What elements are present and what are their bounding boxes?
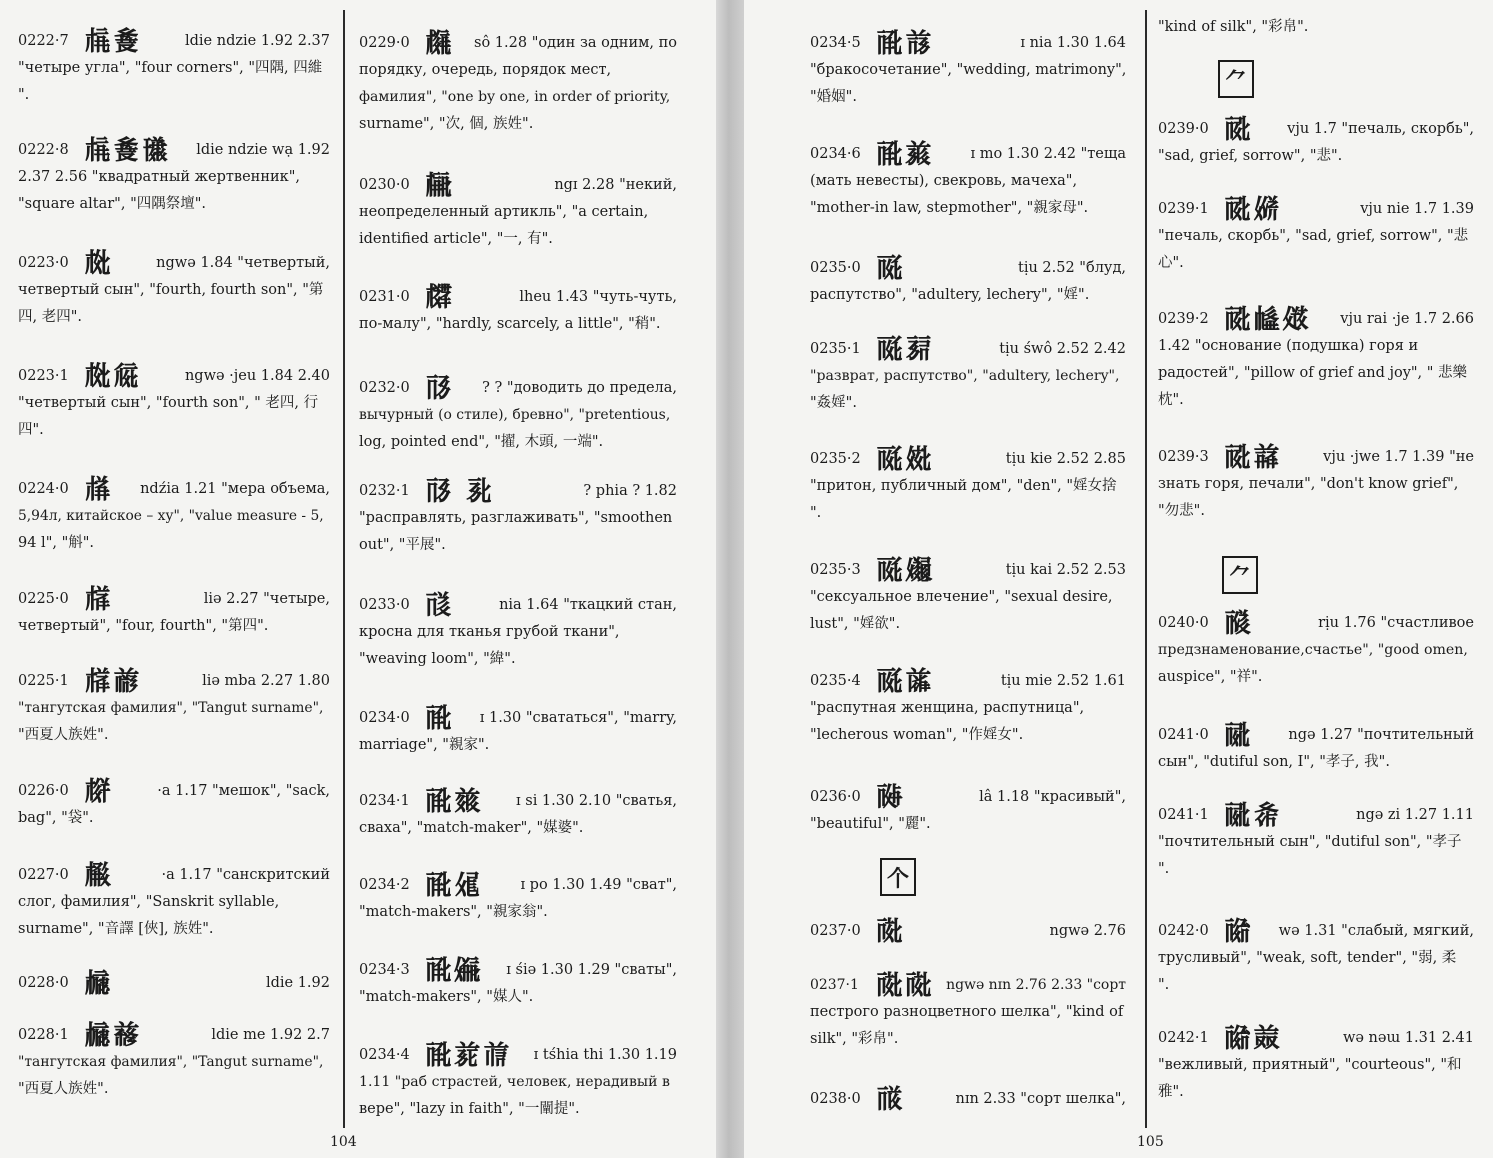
tangut-glyph: 𗍷 — [425, 703, 454, 734]
entry-definition-line: "西夏人族姓". — [18, 1081, 109, 1097]
tangut-glyph: 𗍾 — [1224, 720, 1253, 751]
entry-headline — [18, 28, 330, 55]
tangut-glyph: 𗍸 — [876, 253, 905, 284]
entry-headline — [359, 284, 677, 311]
entry-headline — [359, 172, 677, 199]
entry-headline — [18, 1022, 330, 1049]
entry-definition-line: 心". — [1158, 255, 1184, 271]
tangut-glyph: 𗍷𗏗 — [425, 870, 483, 901]
entry-definition-line: surname", "音譯 [俠], 族姓". — [18, 921, 214, 937]
entry-number: 0230·0 — [359, 177, 410, 193]
dictionary-entry — [18, 862, 330, 943]
entry-reading: liə mba 2.27 1.80 — [202, 673, 330, 689]
entry-definition-line: 枕". — [1158, 392, 1184, 408]
entry-definition-line: 2.37 2.56 "квадратный жертвенник", — [18, 169, 300, 185]
entry-number: 0228·1 — [18, 1027, 69, 1043]
entry-definition-line: по-малу", "hardly, scarcely, a little", "稍". — [359, 316, 661, 332]
dictionary-entry — [359, 172, 677, 253]
tangut-glyph: 𗍬𗏁 — [84, 361, 142, 392]
tangut-glyph: 𗍷𗒁 — [425, 786, 483, 817]
tangut-glyph: 𗍵 𗎘 — [425, 476, 495, 507]
entry-definition-line: auspice", "祥". — [1158, 669, 1263, 685]
entry-number: 0235·0 — [810, 260, 861, 276]
entry-definition-line: "четвертый сын", "fourth son", " 老四, 行 — [18, 395, 319, 411]
entry-definition-line: "mother-in law, stepmother", "親家母". — [810, 200, 1089, 216]
page-number-right: 105 — [1137, 1134, 1164, 1150]
dictionary-entry — [810, 972, 1126, 1053]
entry-headline — [18, 862, 330, 889]
entry-definition-line: out", "平展". — [359, 537, 446, 553]
entry-definition-line: "match-makers", "媒人". — [359, 989, 534, 1005]
dictionary-entry — [810, 918, 1126, 945]
entry-definition-line: радостей", "pillow of grief and joy", " 悲樂 — [1158, 365, 1468, 381]
entry-reading: ldie 1.92 — [265, 975, 330, 991]
tangut-glyph: 𗍼 — [1224, 114, 1253, 145]
entry-number: 0234·4 — [359, 1047, 410, 1063]
dictionary-entry — [18, 137, 330, 218]
tangut-glyph: 𗍽 — [1224, 608, 1253, 639]
entry-definition-line: "weaving loom", "緯". — [359, 651, 516, 667]
entry-definition-line: 94 l", "斛". — [18, 535, 95, 551]
entry-reading: tịu 2.52 "блуд, — [1018, 260, 1126, 276]
entry-reading: ɪ si 1.30 2.10 "сватья, — [516, 793, 677, 809]
entry-headline — [1158, 722, 1474, 749]
entry-reading: tịu kai 2.52 2.53 — [1005, 562, 1126, 578]
entry-headline — [810, 336, 1126, 363]
entry-reading: nɪn 2.33 "сорт шелка", — [955, 1091, 1126, 1107]
entry-number: 0235·4 — [810, 673, 861, 689]
dictionary-entry — [18, 363, 330, 444]
tangut-glyph: 𗍯 — [84, 776, 113, 807]
entry-headline — [1158, 918, 1474, 945]
tangut-glyph: 𗍰 — [84, 860, 113, 891]
dictionary-entry — [18, 778, 330, 832]
entry-reading: rịu 1.76 "счастливое — [1318, 615, 1474, 631]
entry-number: 0231·0 — [359, 289, 410, 305]
entry-reading: liə 2.27 "четыре, — [203, 591, 330, 607]
entry-number: 0237·0 — [810, 923, 861, 939]
tangut-glyph: 𗍭 — [84, 474, 113, 505]
tangut-glyph: 𗍲 — [425, 28, 454, 59]
tangut-glyph: 𗍮 — [84, 584, 113, 615]
dictionary-entry — [810, 255, 1126, 309]
entry-definition-line: знать горя, печали", "don't know grief", — [1158, 476, 1459, 492]
dictionary-entry — [18, 250, 330, 331]
entry-definition-line: четвертый сын", "fourth, fourth son", "第 — [18, 282, 324, 298]
entry-definition-line: surname", "次, 個, 族姓". — [359, 116, 534, 132]
dictionary-entry — [1158, 1025, 1474, 1106]
entry-reading: tịu kie 2.52 2.85 — [1005, 451, 1126, 467]
entry-number: 0235·3 — [810, 562, 861, 578]
dictionary-entry — [18, 586, 330, 640]
column-divider — [1145, 10, 1147, 1128]
dictionary-entry — [1158, 610, 1474, 691]
entry-definition-line: "婚姻". — [810, 89, 857, 105]
entry-definition-line: ". — [810, 505, 822, 521]
tangut-glyph: 𗍫𗐓𗍢 — [84, 135, 171, 166]
entry-reading: ? phia ? 1.82 — [583, 483, 677, 499]
entry-number: 0222·8 — [18, 142, 69, 158]
tangut-glyph: 𗍮𗑗 — [84, 666, 142, 697]
tangut-glyph: 𗍱 — [84, 968, 113, 999]
entry-reading: vju ·jwe 1.7 1.39 "не — [1323, 449, 1474, 465]
entry-definition-line: 5,94л, китайское – ху", "value measure - 5, — [18, 508, 324, 524]
entry-number: 0236·0 — [810, 789, 861, 805]
entry-reading: ɪ tśhia thi 1.30 1.19 — [533, 1047, 677, 1063]
entry-number: 0238·0 — [810, 1091, 861, 1107]
entry-reading: ldie me 1.92 2.7 — [211, 1027, 330, 1043]
right-page — [744, 0, 1493, 1158]
entry-number: 0232·1 — [359, 483, 410, 499]
entry-reading: ? ? "доводить до предела, — [482, 380, 677, 396]
dictionary-entry — [359, 478, 677, 559]
entry-reading: ldie ndzie 1.92 2.37 — [184, 33, 330, 49]
entry-definition-line: 雅". — [1158, 1084, 1184, 1100]
entry-definition-line: "вежливый, приятный", "courteous", "和 — [1158, 1057, 1462, 1073]
page-number-left: 104 — [330, 1134, 357, 1150]
entry-headline — [18, 586, 330, 613]
entry-reading: vju 1.7 "печаль, скорбь", — [1287, 121, 1474, 137]
entry-headline — [810, 255, 1126, 282]
entry-number: 0234·3 — [359, 962, 410, 978]
entry-headline — [359, 788, 677, 815]
entry-headline — [810, 1086, 1126, 1113]
entry-reading: ldie ndzie wạ 1.92 — [196, 142, 330, 158]
entry-number: 0239·3 — [1158, 449, 1209, 465]
entry-reading: ·a 1.17 "санскритский — [161, 867, 330, 883]
entry-definition-line: "beautiful", "麗". — [810, 816, 931, 832]
entry-number: 0241·0 — [1158, 727, 1209, 743]
entry-reading: ngwə 1.84 "четвертый, — [156, 255, 330, 271]
entry-definition-line: "печаль, скорбь", "sad, grief, sorrow", "悲 — [1158, 228, 1469, 244]
tangut-glyph: 𗍷𗐱𗑈 — [425, 1040, 512, 1071]
dictionary-entry — [1158, 918, 1474, 999]
entry-headline — [810, 972, 1126, 999]
dictionary-entry — [810, 336, 1126, 417]
tangut-glyph: 𗍾𗐋 — [1224, 800, 1282, 831]
entry-definition-line: "расправлять, разглаживать", "smoothen — [359, 510, 673, 526]
dictionary-entry — [810, 30, 1126, 111]
entry-definition-line: "sad, grief, sorrow", "悲". — [1158, 148, 1343, 164]
left-page — [0, 0, 716, 1158]
tangut-glyph: 𗍷𗐭 — [876, 28, 934, 59]
entry-number: 0240·0 — [1158, 615, 1209, 631]
entry-headline — [359, 30, 677, 57]
entry-definition-line: сваха", "match-maker", "媒婆". — [359, 820, 584, 836]
entry-definition-line: ". — [18, 87, 30, 103]
entry-reading: ɪ po 1.30 1.49 "сват", — [520, 877, 677, 893]
tangut-glyph: 𗍿 — [1224, 916, 1253, 947]
entry-definition-line: "kind of silk", "彩帛". — [1158, 19, 1309, 35]
dictionary-entry — [359, 375, 677, 456]
entry-definition-line: lust", "婬欲". — [810, 616, 901, 632]
entry-reading: sô 1.28 "один за одним, по — [474, 35, 677, 51]
entry-headline — [1158, 1025, 1474, 1052]
entry-definition-line: 1.11 "раб страстей, человек, нерадивый в — [359, 1074, 670, 1090]
book-gutter — [716, 0, 744, 1158]
entry-reading: tịu śwô 2.52 2.42 — [999, 341, 1126, 357]
entry-number: 0234·2 — [359, 877, 410, 893]
dictionary-entry — [810, 446, 1126, 527]
entry-headline — [810, 918, 1126, 945]
entry-headline — [1158, 306, 1474, 333]
entry-number: 0239·0 — [1158, 121, 1209, 137]
entry-reading: lheu 1.43 "чуть-чуть, — [519, 289, 677, 305]
entry-definition-line: неопределенный артикль", "a certain, — [359, 204, 649, 220]
dictionary-entry — [359, 957, 677, 1011]
entry-reading: vju rai ·je 1.7 2.66 — [1340, 311, 1474, 327]
dictionary-entry — [359, 1042, 677, 1123]
entry-reading: ngwə ·jeu 1.84 2.40 — [184, 368, 330, 384]
entry-definition-line: "姦婬". — [810, 395, 857, 411]
dictionary-entry — [1158, 14, 1474, 41]
column-divider — [343, 10, 345, 1128]
dictionary-entry — [1158, 444, 1474, 525]
dictionary-entry — [359, 872, 677, 926]
entry-definition-line: вычурный (о стиле), бревно", "pretentious, — [359, 407, 671, 423]
entry-definition-line: marriage", "親家". — [359, 737, 490, 753]
dictionary-entry — [18, 28, 330, 109]
entry-number: 0237·1 — [810, 977, 859, 993]
dictionary-entry — [810, 1086, 1126, 1113]
entry-definition-line: "разврат, распутство", "adultery, lechery", — [810, 368, 1120, 384]
entry-definition-line: "сексуальное влечение", "sexual desire, — [810, 589, 1113, 605]
entry-reading: ngə zi 1.27 1.11 — [1356, 807, 1474, 823]
entry-headline — [1158, 444, 1474, 471]
entry-definition-line: 四". — [18, 422, 44, 438]
entry-number: 0234·1 — [359, 793, 410, 809]
entry-headline — [1158, 610, 1474, 637]
entry-headline — [359, 872, 677, 899]
entry-number: 0235·1 — [810, 341, 861, 357]
entry-reading: ngə 1.27 "почтительный — [1288, 727, 1474, 743]
entry-headline — [359, 478, 677, 505]
entry-headline — [1158, 196, 1474, 223]
tangut-glyph: 𗍼𗏓 — [1224, 194, 1282, 225]
tangut-glyph: 𗍻 — [876, 1084, 905, 1115]
entry-reading: lâ 1.18 "красивый", — [979, 789, 1126, 805]
entry-definition-line: "почтительный сын", "dutiful son", "孝子 — [1158, 834, 1462, 850]
left-column-1 — [18, 0, 330, 1158]
tangut-glyph: 𗍷𗏼 — [425, 955, 483, 986]
entry-definition-line: кросна для тканья грубой ткани", — [359, 624, 620, 640]
tangut-glyph: 𗍫𗐓 — [84, 26, 142, 57]
entry-definition-line: вере", "lazy in faith", "一闡提". — [359, 1101, 580, 1117]
dictionary-entry — [359, 284, 677, 338]
dictionary-entry — [1158, 802, 1474, 883]
entry-definition-line: пестрого разноцветного шелка", "kind of — [810, 1004, 1124, 1020]
tangut-glyph: 𗍱𗒘 — [84, 1020, 142, 1051]
entry-headline — [18, 970, 330, 997]
tangut-glyph: 𗍸𗎛 — [876, 334, 934, 365]
tangut-glyph: 𗍴 — [425, 282, 454, 313]
entry-reading: tịu mie 2.52 1.61 — [1000, 673, 1126, 689]
entry-definition-line: сын", "dutiful son, I", "孝子, 我". — [1158, 754, 1390, 770]
entry-number: 0241·1 — [1158, 807, 1209, 823]
right-column-1 — [810, 0, 1126, 1158]
entry-definition-line: "распутная женщина, распутница", — [810, 700, 1085, 716]
entry-headline — [359, 375, 677, 402]
entry-reading: ndźia 1.21 "мера объема, — [140, 481, 330, 497]
entry-definition-line: трусливый", "weak, soft, tender", "弱, 柔 — [1158, 950, 1457, 966]
entry-reading: ɪ śiə 1.30 1.29 "сваты", — [506, 962, 677, 978]
dictionary-entry — [18, 970, 330, 997]
entry-number: 0234·6 — [810, 146, 861, 162]
entry-headline — [810, 446, 1126, 473]
entry-headline — [810, 557, 1126, 584]
entry-headline — [1158, 116, 1474, 143]
entry-reading: vju nie 1.7 1.39 — [1360, 201, 1474, 217]
entry-definition-line: identified article", "一, 有". — [359, 231, 553, 247]
dictionary-entry — [1158, 722, 1474, 776]
entry-headline — [359, 592, 677, 619]
dictionary-entry — [359, 705, 677, 759]
right-column-2 — [1158, 0, 1474, 1158]
dictionary-entry — [1158, 116, 1474, 170]
entry-number: 0226·0 — [18, 783, 69, 799]
dictionary-entry — [1158, 196, 1474, 277]
tangut-glyph: 𗍼𗎺𗐉 — [1224, 304, 1311, 335]
tangut-glyph: 𗍸𗏕 — [876, 444, 934, 475]
entry-definition-line: "lecherous woman", "作婬女". — [810, 727, 1024, 743]
entry-definition-line: log, pointed end", "擢, 木頭, 一端". — [359, 434, 604, 450]
entry-reading: ngwə 2.76 — [1049, 923, 1126, 939]
entry-number: 0239·2 — [1158, 311, 1209, 327]
dictionary-entry — [359, 592, 677, 673]
entry-headline — [18, 137, 330, 164]
entry-definition-line: распутство", "adultery, lechery", "婬". — [810, 287, 1090, 303]
entry-headline — [18, 778, 330, 805]
entry-definition-line: ". — [1158, 861, 1170, 877]
entry-definition-line: "тангутская фамилия", "Tangut surname", — [18, 700, 324, 716]
entry-reading: ɪ nia 1.30 1.64 — [1020, 35, 1126, 51]
entry-number: 0229·0 — [359, 35, 410, 51]
entry-definition-line: silk", "彩帛". — [810, 1031, 899, 1047]
entry-reading: ngwə nɪn 2.76 2.33 "сорт — [946, 977, 1126, 993]
entry-number: 0242·1 — [1158, 1030, 1209, 1046]
entry-number: 0223·1 — [18, 368, 69, 384]
dictionary-entry — [18, 668, 330, 749]
tangut-glyph: 𗍷𗑏 — [876, 139, 934, 170]
dictionary-entry — [359, 30, 677, 138]
tangut-glyph: 𗍿𗑔 — [1224, 1023, 1282, 1054]
tangut-glyph: 𗍺 — [876, 916, 905, 947]
entry-reading: ɪ mo 1.30 2.42 "теща — [970, 146, 1126, 162]
entry-definition-line: "тангутская фамилия", "Tangut surname", — [18, 1054, 324, 1070]
entry-headline — [18, 668, 330, 695]
entry-number: 0234·0 — [359, 710, 410, 726]
dictionary-entry — [359, 788, 677, 842]
entry-reading: ·a 1.17 "мешок", "sack, — [157, 783, 330, 799]
entry-definition-line: "勿悲". — [1158, 503, 1205, 519]
entry-definition-line: 四, 老四". — [18, 309, 82, 325]
entry-headline — [810, 30, 1126, 57]
entry-headline — [359, 705, 677, 732]
entry-headline — [810, 784, 1126, 811]
entry-headline — [359, 1042, 677, 1069]
tangut-glyph: 𗍸𗑚 — [876, 666, 934, 697]
entry-definition-line: bag", "袋". — [18, 810, 94, 826]
dictionary-entry — [1158, 306, 1474, 414]
entry-number: 0224·0 — [18, 481, 69, 497]
tangut-glyph: 𗍸𗐁 — [876, 555, 934, 586]
entry-number: 0233·0 — [359, 597, 410, 613]
entry-number: 0234·5 — [810, 35, 861, 51]
entry-headline — [810, 668, 1126, 695]
dictionary-entry — [810, 141, 1126, 222]
entry-definition-line: "притон, публичный дом", "den", "婬女捨 — [810, 478, 1117, 494]
entry-headline — [18, 250, 330, 277]
entry-definition-line: "match-makers", "親家翁". — [359, 904, 548, 920]
tangut-glyph: 𗍳 — [425, 170, 454, 201]
entry-reading: ɪ 1.30 "свататься", "marry, — [479, 710, 677, 726]
entry-definition-line: слог, фамилия", "Sanskrit syllable, — [18, 894, 280, 910]
entry-number: 0228·0 — [18, 975, 69, 991]
entry-definition-line: порядку, очередь, порядок мест, — [359, 62, 612, 78]
entry-number: 0225·1 — [18, 673, 69, 689]
dictionary-entry — [810, 557, 1126, 638]
entry-headline — [18, 363, 330, 390]
entry-reading: ngɪ 2.28 "некий, — [554, 177, 677, 193]
tangut-glyph: 𗍼𗑯 — [1224, 442, 1282, 473]
radical-box-2: ⺈ — [1222, 556, 1258, 594]
dictionary-entry — [810, 668, 1126, 749]
entry-headline — [359, 957, 677, 984]
entry-definition-line: "square altar", "四隅祭壇". — [18, 196, 207, 212]
tangut-glyph: 𗍺𗍺 — [876, 970, 934, 1001]
entry-definition-line: ". — [1158, 977, 1170, 993]
entry-number: 0242·0 — [1158, 923, 1209, 939]
entry-number: 0222·7 — [18, 33, 69, 49]
entry-number: 0232·0 — [359, 380, 410, 396]
dictionary-entry — [18, 1022, 330, 1103]
entry-definition-line: "четыре угла", "four corners", "四隅, 四維 — [18, 60, 323, 76]
entry-definition-line: четвертый", "four, fourth", "第四". — [18, 618, 269, 634]
entry-headline — [18, 476, 330, 503]
entry-definition-line: фамилия", "one by one, in order of priority, — [359, 89, 671, 105]
dictionary-entry — [18, 476, 330, 557]
radical-box-1: ⺈ — [1218, 60, 1254, 98]
entry-definition-line: "бракосочетание", "wedding, matrimony", — [810, 62, 1127, 78]
tangut-glyph: 𗍬 — [84, 248, 113, 279]
radical-box-3: 个 — [880, 858, 916, 896]
dictionary-entry — [810, 784, 1126, 838]
entry-number: 0225·0 — [18, 591, 69, 607]
left-column-2 — [359, 0, 677, 1158]
entry-number: 0227·0 — [18, 867, 69, 883]
entry-headline — [810, 141, 1126, 168]
entry-reading: wə 1.31 "слабый, мягкий, — [1278, 923, 1474, 939]
entry-definition-line: (мать невесты), свекровь, мачеха", — [810, 173, 1078, 189]
entry-definition-line: 1.42 "основание (подушка) горя и — [1158, 338, 1419, 354]
entry-number: 0239·1 — [1158, 201, 1209, 217]
entry-definition-line: "西夏人族姓". — [18, 727, 109, 743]
entry-reading: wə nəɯ 1.31 2.41 — [1342, 1030, 1474, 1046]
entry-reading: nia 1.64 "ткацкий стан, — [499, 597, 677, 613]
entry-headline — [1158, 802, 1474, 829]
entry-definition-line: предзнаменование,счастье", "good omen, — [1158, 642, 1468, 658]
tangut-glyph: 𗍶 — [425, 590, 454, 621]
tangut-glyph: 𗍵 — [425, 373, 454, 404]
entry-number: 0223·0 — [18, 255, 69, 271]
entry-number: 0235·2 — [810, 451, 861, 467]
tangut-glyph: 𗍹 — [876, 782, 905, 813]
